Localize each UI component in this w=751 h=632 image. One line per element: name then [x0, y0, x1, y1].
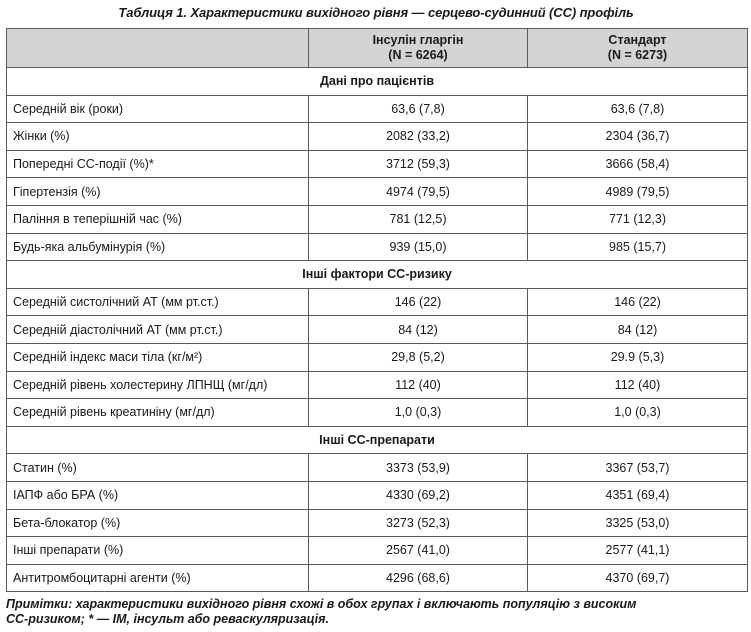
header-empty-cell [7, 29, 309, 68]
table-row [7, 205, 748, 233]
table-note [6, 597, 746, 627]
standard-value: 63,6 (7,8) [528, 95, 748, 123]
glargine-value: 29,8 (5,2) [309, 343, 528, 371]
table-row [7, 316, 748, 344]
table-row [7, 481, 748, 509]
header-standard [528, 29, 748, 68]
row-label: Середній систолічний АТ (мм рт.ст.) [7, 288, 309, 316]
table-body [7, 68, 748, 592]
standard-value: 112 (40) [528, 371, 748, 399]
row-label: Бета-блокатор (%) [7, 509, 309, 537]
glargine-value: 84 (12) [309, 316, 528, 344]
standard-value: 2304 (36,7) [528, 123, 748, 151]
standard-value: 985 (15,7) [528, 233, 748, 261]
row-label: Жінки (%) [7, 123, 309, 151]
table-header-row [7, 29, 748, 68]
table-row [7, 288, 748, 316]
glargine-value: 4330 (69,2) [309, 481, 528, 509]
standard-value: 3325 (53,0) [528, 509, 748, 537]
glargine-value: 1,0 (0,3) [309, 399, 528, 427]
section-title: Інші СС-препарати [7, 426, 748, 454]
standard-value: 84 (12) [528, 316, 748, 344]
section-header-row [7, 68, 748, 96]
table-row [7, 233, 748, 261]
row-label: Середній індекс маси тіла (кг/м²) [7, 343, 309, 371]
glargine-value: 2567 (41,0) [309, 537, 528, 565]
standard-value: 771 (12,3) [528, 205, 748, 233]
header-glargine-n: (N = 6264) [388, 48, 448, 62]
row-label: Будь-яка альбумінурія (%) [7, 233, 309, 261]
row-label: ІАПФ або БРА (%) [7, 481, 309, 509]
section-header-row [7, 426, 748, 454]
table-row [7, 537, 748, 565]
glargine-value: 146 (22) [309, 288, 528, 316]
glargine-value: 63,6 (7,8) [309, 95, 528, 123]
glargine-value: 3273 (52,3) [309, 509, 528, 537]
standard-value: 4989 (79,5) [528, 178, 748, 206]
header-standard-n: (N = 6273) [607, 48, 668, 62]
table-caption: Таблиця 1. Характеристики вихідного рівня — серцево-судинний (СС) профіль [118, 5, 634, 20]
row-label: Інші препарати (%) [7, 537, 309, 565]
section-header-row [7, 261, 748, 289]
standard-value: 3367 (53,7) [528, 454, 748, 482]
glargine-value: 2082 (33,2) [309, 123, 528, 151]
glargine-value: 4974 (79,5) [309, 178, 528, 206]
baseline-characteristics-table [6, 28, 748, 592]
section-title: Дані про пацієнтів [7, 68, 748, 96]
standard-value: 4370 (69,7) [528, 564, 748, 592]
row-label: Середній діастолічний АТ (мм рт.ст.) [7, 316, 309, 344]
standard-value: 146 (22) [528, 288, 748, 316]
row-label: Гіпертензія (%) [7, 178, 309, 206]
table-row [7, 150, 748, 178]
table-row [7, 371, 748, 399]
header-standard-name: Стандарт [608, 33, 667, 47]
glargine-value: 4296 (68,6) [309, 564, 528, 592]
table-row [7, 509, 748, 537]
glargine-value: 939 (15,0) [309, 233, 528, 261]
standard-value: 4351 (69,4) [528, 481, 748, 509]
glargine-value: 781 (12,5) [309, 205, 528, 233]
standard-value: 3666 (58,4) [528, 150, 748, 178]
section-title: Інші фактори СС-ризику [7, 261, 748, 289]
header-glargine-name: Інсулін гларгін [372, 33, 464, 47]
standard-value: 29.9 (5,3) [528, 343, 748, 371]
row-label: Середній рівень холестерину ЛПНЩ (мг/дл) [7, 371, 309, 399]
row-label: Середній рівень креатиніну (мг/дл) [7, 399, 309, 427]
standard-value: 1,0 (0,3) [528, 399, 748, 427]
table-row [7, 399, 748, 427]
note-line-2: СС-ризиком; * — ІМ, інсульт або реваскуляризація. [6, 612, 329, 626]
table-row [7, 454, 748, 482]
table-row [7, 178, 748, 206]
note-line-1: Примітки: характеристики вихідного рівня схожі в обох групах і включають популяцію з високим [6, 597, 637, 611]
row-label: Середній вік (роки) [7, 95, 309, 123]
glargine-value: 112 (40) [309, 371, 528, 399]
header-insulin-glargine [309, 29, 528, 68]
row-label: Попередні СС-події (%)* [7, 150, 309, 178]
table-row [7, 123, 748, 151]
row-label: Паління в теперішній час (%) [7, 205, 309, 233]
table-row [7, 95, 748, 123]
row-label: Антитромбоцитарні агенти (%) [7, 564, 309, 592]
table-row [7, 564, 748, 592]
glargine-value: 3712 (59,3) [309, 150, 528, 178]
standard-value: 2577 (41,1) [528, 537, 748, 565]
row-label: Статин (%) [7, 454, 309, 482]
table-row [7, 343, 748, 371]
glargine-value: 3373 (53,9) [309, 454, 528, 482]
